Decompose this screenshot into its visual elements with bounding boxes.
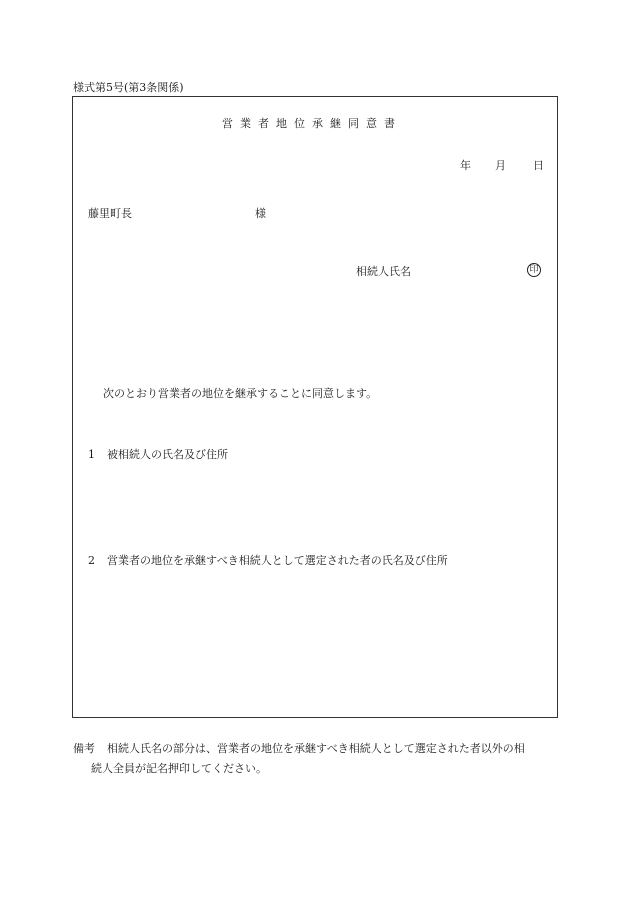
item-text: 営業者の地位を承継すべき相続人として選定された者の氏名及び住所 xyxy=(107,554,448,567)
consent-statement: 次のとおり営業者の地位を継承することに同意します。 xyxy=(103,387,378,400)
date-day-label: 日 xyxy=(533,159,544,172)
note-text-line: 相続人氏名の部分は、営業者の地位を承継すべき相続人として選定された者以外の相 xyxy=(107,742,525,755)
form-number-label: 様式第5号(第3条関係) xyxy=(73,81,184,94)
honorific: 様 xyxy=(255,207,266,220)
item-text: 被相続人の氏名及び住所 xyxy=(107,448,228,461)
item-number: 2 xyxy=(88,554,95,567)
form-frame xyxy=(72,96,558,718)
date-month-label: 月 xyxy=(495,159,506,172)
seal-mark-icon: 印 xyxy=(527,263,541,277)
addressee: 藤里町長 xyxy=(88,207,132,220)
document-title: 営業者地位承継同意書 xyxy=(222,117,402,130)
item-number: 1 xyxy=(88,448,95,461)
note-label: 備考 xyxy=(73,742,95,755)
note-text-line: 続人全員が記名押印してください。 xyxy=(91,762,267,775)
date-year-label: 年 xyxy=(460,159,471,172)
heir-name-label: 相続人氏名 xyxy=(356,265,411,278)
